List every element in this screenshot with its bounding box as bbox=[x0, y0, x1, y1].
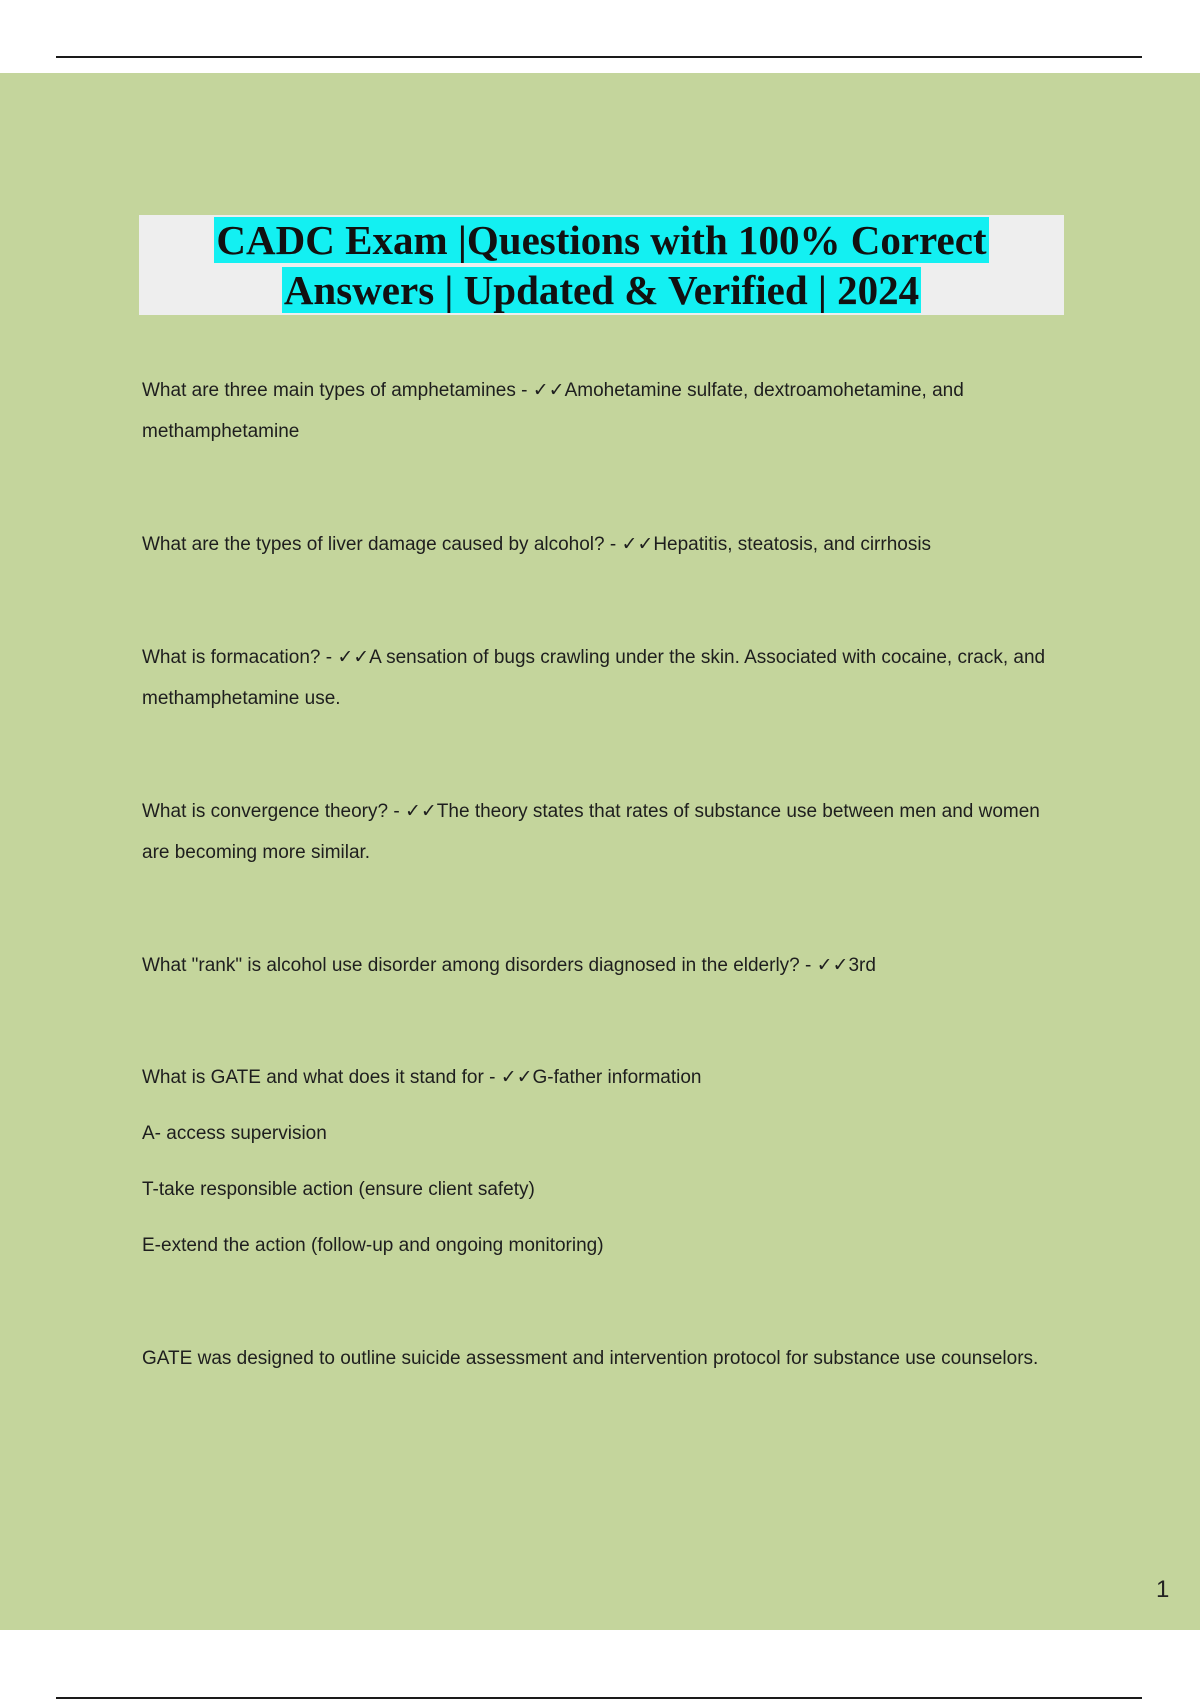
qa-content bbox=[142, 370, 1062, 1379]
gate-note: GATE was designed to outline suicide assessment and intervention protocol for substance use counselors. bbox=[142, 1348, 1039, 1369]
qa-item: What are the types of liver damage caused by alcohol? - ✓✓Hepatitis, steatosis, and cirrhosis bbox=[142, 534, 932, 555]
title-line-1: CADC Exam |Questions with 100% Correct bbox=[216, 217, 987, 263]
qa-item: What is formacation? - ✓✓A sensation of bugs crawling under the skin. Associated with cocaine, crack, and methamphetamine use. bbox=[142, 647, 1046, 709]
footer-rule bbox=[56, 1697, 1142, 1699]
header-rule bbox=[56, 56, 1142, 58]
gate-line-t: T-take responsible action (ensure client safety) bbox=[142, 1179, 535, 1200]
qa-item: What are three main types of amphetamines - ✓✓Amohetamine sulfate, dextroamohetamine, and methamphetamine bbox=[142, 380, 964, 442]
qa-item: What "rank" is alcohol use disorder among disorders diagnosed in the elderly? - ✓✓3rd bbox=[142, 955, 876, 976]
page-number: 1 bbox=[1156, 1576, 1170, 1603]
title-line-2: Answers | Updated & Verified | 2024 bbox=[283, 267, 920, 313]
gate-line-a: A- access supervision bbox=[142, 1123, 327, 1144]
document-title bbox=[139, 215, 1064, 315]
qa-item: What is convergence theory? - ✓✓The theory states that rates of substance use between men and women are becoming more similar. bbox=[142, 801, 1040, 863]
gate-line-e: E-extend the action (follow-up and ongoing monitoring) bbox=[142, 1235, 604, 1256]
gate-question: What is GATE and what does it stand for - ✓✓G-father information bbox=[142, 1067, 702, 1088]
